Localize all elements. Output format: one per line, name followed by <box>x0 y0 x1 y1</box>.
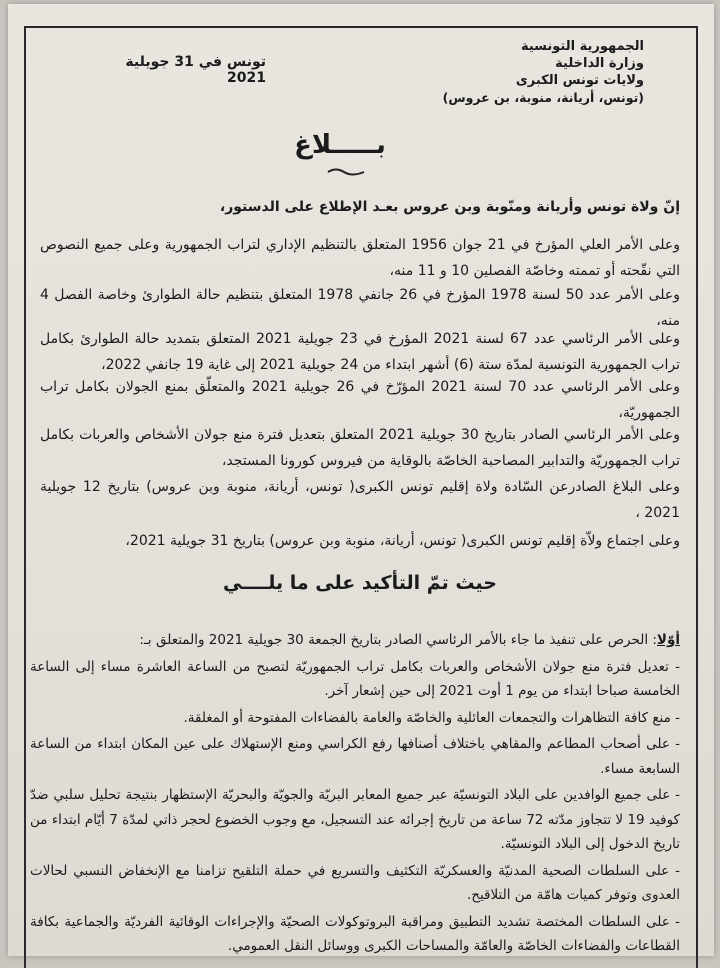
document-date: تونس في 31 جويلية 2021 <box>125 54 266 86</box>
governorates-list: (تونس، أريانة، منوبة، بن عروس) <box>442 90 644 105</box>
first-point <box>30 628 680 653</box>
measure-item: - على جميع الوافدين على البلاد التونسيّة عبر جميع المعابر البريّة والجويّة والبحريّة الإستظهار بنتيجة تحليل سلبي ضدّ كوفيد 19 لا تتجاوز مدّته 72 ساعة من تاريخ إجرائه عند التسجيل، مع وجوب الخضوع لحجر ذاتي لمدّة 7 أيّام ابتداء من تاريخ الدخول إلى البلاد التونسيّة. <box>30 787 680 852</box>
title-ornament <box>326 166 366 176</box>
consideration-4: وعلى الأمر الرئاسي عدد 70 لسنة 2021 المؤرّخ في 26 جويلية 2021 والمتعلّق بمنع الجولان بكامل تراب الجمهوريّة، <box>40 379 681 421</box>
measure-item: - تعديل فترة منع جولان الأشخاص والعربات بكامل تراب الجمهوريّة لتصبح من الساعة العاشرة مساء إلى الساعة الخامسة صباحا ابتداء من يوم 1 أوت 2021 إلى حين إشعار آخر. <box>30 658 680 699</box>
first-point-label: أوّلا <box>656 632 680 648</box>
letterhead <box>384 38 644 106</box>
preamble: إنّ ولاة تونس وأريانة ومنّوبة وبن عروس بعـد الإطلاع على الدستور، <box>219 199 680 215</box>
measure-item: - على السلطات الصحية المدنيّة والعسكريّة التكثيف والتسريع في حملة التلقيح تزامنا مع الإنخفاض النسبي لحالات العدوى وتوفر كميات هامّة من التلاقيح. <box>30 862 680 903</box>
measure-item: - على السلطات المختصة تشديد التطبيق ومراقبة البروتوكولات الصحيّة والإجراءات الوقائية الفرديّة والجماعية بكافة القطاعات والفضاءات الخاصّة والعامّة والمساحات الكبرى ووسائل النقل العمومي. <box>30 913 680 954</box>
consideration-7: وعلى اجتماع ولاّة إقليم تونس الكبرى( تونس، أريانة، منوبة وبن عروس) بتاريخ 31 جويلية 2021، <box>125 533 680 549</box>
consideration-1: وعلى الأمر العلي المؤرخ في 21 جوان 1956 المتعلق بالتنظيم الإداري لتراب الجمهورية وعلى جميع النصوص التي نقّحته أو تممته وخاصّة الفصلين 10 و 11 منه، <box>40 237 680 279</box>
governorates-name: ولايات تونس الكبرى <box>515 73 644 88</box>
measure-item: - على أصحاب المطاعم والمقاهي باختلاف أصنافها رفع الكراسي ومنع الإستهلاك على عين المكان ابتداء من الساعة السابعة مساء. <box>30 736 680 777</box>
measure-item: - منع كافة التظاهرات والتجمعات العائلية والخاصّة والعامة بالفضاءات المفتوحة أو المغلقة. <box>183 709 680 726</box>
document-title: بـــــلاغ <box>294 130 386 160</box>
first-point-intro: : الحرص على تنفيذ ما جاء بالأمر الرئاسي الصادر بتاريخ الجمعة 30 جويلية 2021 والمتعلق بـ: <box>139 632 657 648</box>
republic-name: الجمهورية التونسية <box>520 39 644 54</box>
measures-block <box>30 628 680 961</box>
consideration-6: وعلى البلاغ الصادرعن السّادة ولاة إقليم تونس الكبرى( تونس، أريانة، منوبة وبن عروس) بتاريخ 12 جويلية 2021 ، <box>40 479 680 521</box>
ministry-name: وزارة الداخلية <box>555 56 644 71</box>
section-title: حيث تمّ التأكيد على ما يلــــي <box>223 572 497 594</box>
consideration-3: وعلى الأمر الرئاسي عدد 67 لسنة 2021 المؤرخ في 23 جويلية 2021 المتعلق بتمديد حالة الطوارئ بكامل تراب الجمهورية التونسية لمدّة ستة (6) أشهر ابتداء من 24 جويلية 2021 إلى غاية 19 جانفي 2022، <box>40 331 680 373</box>
consideration-5: وعلى الأمر الرئاسي الصادر بتاريخ 30 جويلية 2021 المتعلق بتعديل فترة منع جولان الأشخاص والعربات بكامل تراب الجمهوريّة والتدابير المصاحبة الخاصّة بالوقاية من فيروس كورونا المستجد، <box>40 427 680 469</box>
consideration-2: وعلى الأمر عدد 50 لسنة 1978 المؤرخ في 26 جانفي 1978 المتعلق بتنظيم حالة الطوارئ وخاصة الفصل 4 منه، <box>40 287 680 329</box>
